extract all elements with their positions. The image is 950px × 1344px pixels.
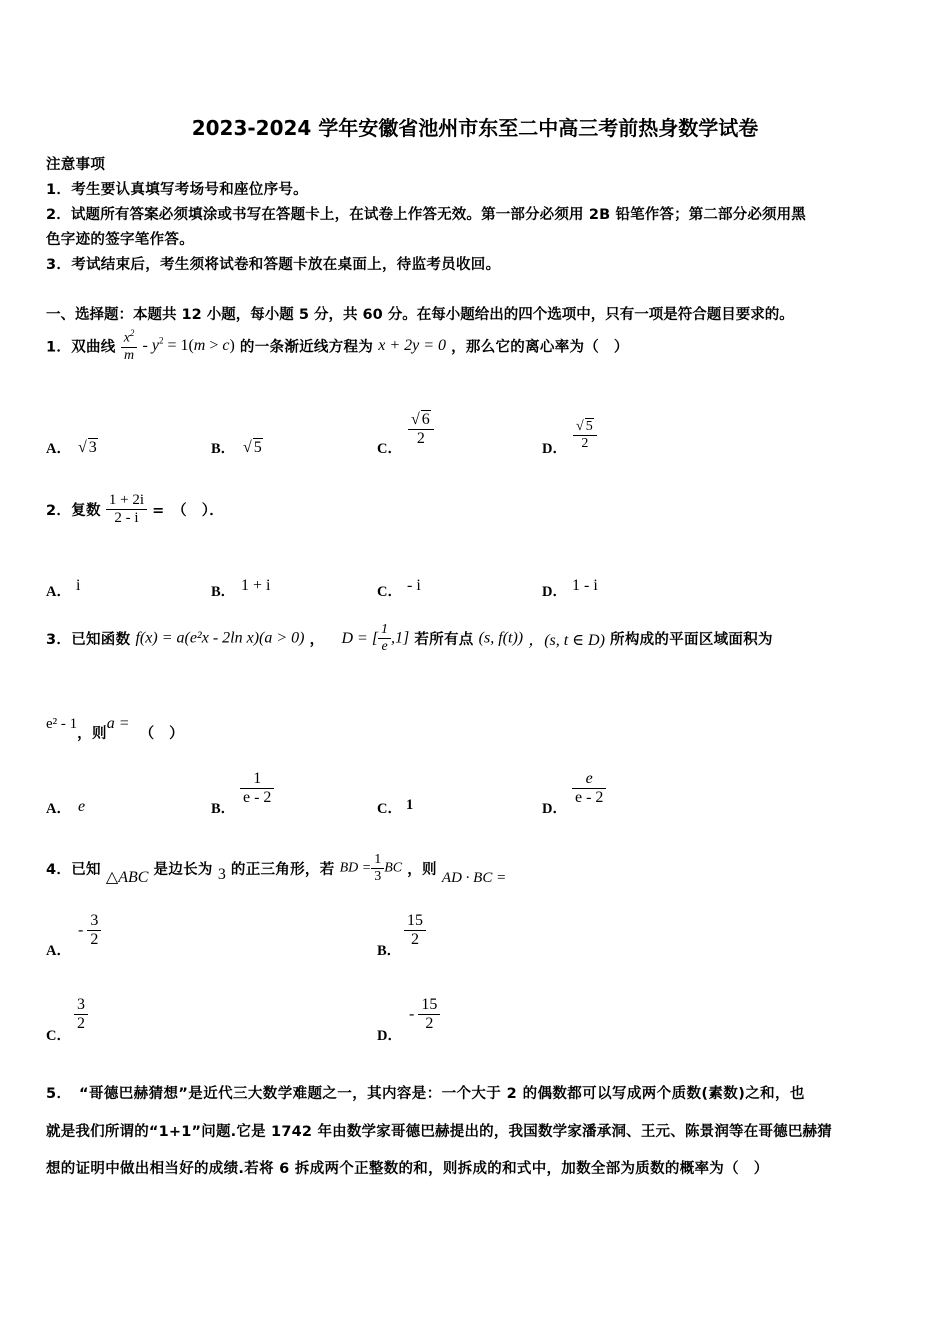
notice-heading: 注意事项 <box>46 157 106 173</box>
q2-option-d-value: 1 - i <box>572 577 598 594</box>
page-title: 2023-2024 学年安徽省池州市东至二中高三考前热身数学试卷 <box>191 116 759 140</box>
q5-line-1: 5． “哥德巴赫猜想”是近代三大数学难题之一，其内容是：一个大于 2 的偶数都可以写成两个质数(素数)之和，也 <box>46 1086 805 1102</box>
q4-dot-product: AD · BC = <box>441 870 507 886</box>
notice-item-2a: 2．试题所有答案必须填涂或书写在答题卡上，在试卷上作答无效。第一部分必须用 2B 铅笔作答；第二部分必须用黑 <box>46 207 806 223</box>
q1-suffix: ，那么它的离心率为（ ） <box>451 339 629 356</box>
q2-option-b-value: 1 + i <box>241 577 271 594</box>
q3-comma: ， <box>309 632 325 648</box>
q1-option-a-label: A． <box>46 441 71 457</box>
q3-point: (s, f(t)) <box>478 629 524 647</box>
q1-option-a-value: √ 3 <box>78 439 97 456</box>
q4-option-a-label: A． <box>46 943 71 959</box>
q1-hyperbola-fraction: $\frac{x^2}{m}$ <box>121 328 138 364</box>
q2-option-c-value: - i <box>407 577 421 594</box>
q3-a-equals: a = <box>106 715 130 732</box>
q4-bc: BC <box>384 860 403 876</box>
q4-mid: 是边长为 <box>153 862 213 878</box>
q1-option-c-label: C． <box>377 441 402 457</box>
q1-asymptote: x + 2y = 0 <box>378 336 447 354</box>
q1-option-c-value: $\frac{√ 6}{2}$ <box>408 410 434 448</box>
q1-option-d-value: $\frac{√ 5}{2}$ <box>573 418 597 452</box>
q5-line-2: 就是我们所谓的“1+1”问题.它是 1742 年由数学家哥德巴赫提出的，我国数学家潘承洞、王元、陈景润等在哥德巴赫猜 <box>46 1124 832 1140</box>
notice-item-3: 3．考试结束后，考生须将试卷和答题卡放在桌面上，待监考员收回。 <box>46 257 501 273</box>
q1-hyperbola-rest: - $y^2 = 1(m > c)$ <box>142 336 235 355</box>
q3-option-a-label: A． <box>46 801 71 817</box>
q3-function: f(x) = a(e²x - 2ln x)(a > 0) <box>135 629 305 647</box>
q4-option-b-value: $\frac{15}{2}$ <box>404 912 426 949</box>
q3-domain-right: ,1] <box>391 629 410 647</box>
q2-option-d-label: D． <box>542 584 567 600</box>
q3-condition: ，(s, t ∈ D) <box>528 632 605 649</box>
q1-mid: 的一条渐近线方程为 <box>239 339 374 356</box>
q1-option-b-label: B． <box>211 441 236 457</box>
q3-option-c-label: C． <box>377 801 402 817</box>
q3-line-2 <box>46 712 184 742</box>
q4-option-b-label: B． <box>377 943 402 959</box>
q2-option-a-value: i <box>76 577 81 594</box>
q3-prefix: 3．已知函数 <box>46 632 131 648</box>
q3-option-a-value: e <box>78 798 86 815</box>
q4-option-d-label: D． <box>377 1028 402 1044</box>
q2-option-b-label: B． <box>211 584 236 600</box>
question-1 <box>46 328 629 388</box>
q3-suffix: 所构成的平面区域面积为 <box>610 632 773 648</box>
q1-prefix: 1．双曲线 <box>46 339 116 356</box>
q4-prefix: 4．已知 <box>46 862 101 878</box>
q3-option-b-label: B． <box>211 801 236 817</box>
q4-option-c-label: C． <box>46 1028 71 1044</box>
q4-side: 3 <box>217 865 226 883</box>
q3-mid: 若所有点 <box>414 632 474 648</box>
q3-domain-fraction: $\frac{1}{e}$ <box>378 622 391 655</box>
q2-prefix: 2．复数 <box>46 503 101 519</box>
q2-suffix: = （ ）． <box>152 503 225 519</box>
q3-blank: （ ） <box>139 726 184 742</box>
section-heading: 一、选择题：本题共 12 小题，每小题 5 分，共 60 分。在每小题给出的四个选项中，只有一项是符合题目要求的。 <box>46 307 794 323</box>
q1-option-b-value: √ 5 <box>243 439 262 456</box>
question-3 <box>46 622 773 674</box>
q4-option-a-value: - $\frac{3}{2}$ <box>78 912 101 949</box>
q3-option-c-value: 1 <box>406 797 414 813</box>
q4-then: ，则 <box>407 862 437 878</box>
question-4 <box>46 852 506 896</box>
q3-area-value: e² - 1 <box>46 716 78 732</box>
q2-option-c-label: C． <box>377 584 402 600</box>
q2-fraction: $\frac{1 + 2i}{2 - i}$ <box>106 492 147 527</box>
q4-option-c-value: $\frac{3}{2}$ <box>74 996 88 1033</box>
q2-option-a-label: A． <box>46 584 71 600</box>
q3-domain-left: D = [ <box>341 629 379 647</box>
notice-item-1: 1．考生要认真填写考场号和座位序号。 <box>46 182 308 198</box>
q1-option-d-label: D． <box>542 441 567 457</box>
q3-option-d-label: D． <box>542 801 567 817</box>
q3-then: ，则 <box>77 726 107 742</box>
q5-line-3: 想的证明中做出相当好的成绩.若将 6 拆成两个正整数的和，则拆成的和式中，加数全部为质数的概率为（ ） <box>46 1161 769 1177</box>
question-2 <box>46 492 224 548</box>
q4-bd: BD = <box>339 860 372 876</box>
notice-item-2b: 色字迹的签字笔作答。 <box>46 232 194 248</box>
q4-triangle: △ABC <box>105 868 149 886</box>
q3-option-d-value: $\frac{e}{e - 2}$ <box>572 770 606 807</box>
q4-mid2: 的正三角形，若 <box>230 862 335 878</box>
q4-option-d-value: - $\frac{15}{2}$ <box>409 996 440 1033</box>
q4-fraction: $\frac{1}{3}$ <box>371 852 384 885</box>
q3-option-b-value: $\frac{1}{e - 2}$ <box>240 770 274 807</box>
